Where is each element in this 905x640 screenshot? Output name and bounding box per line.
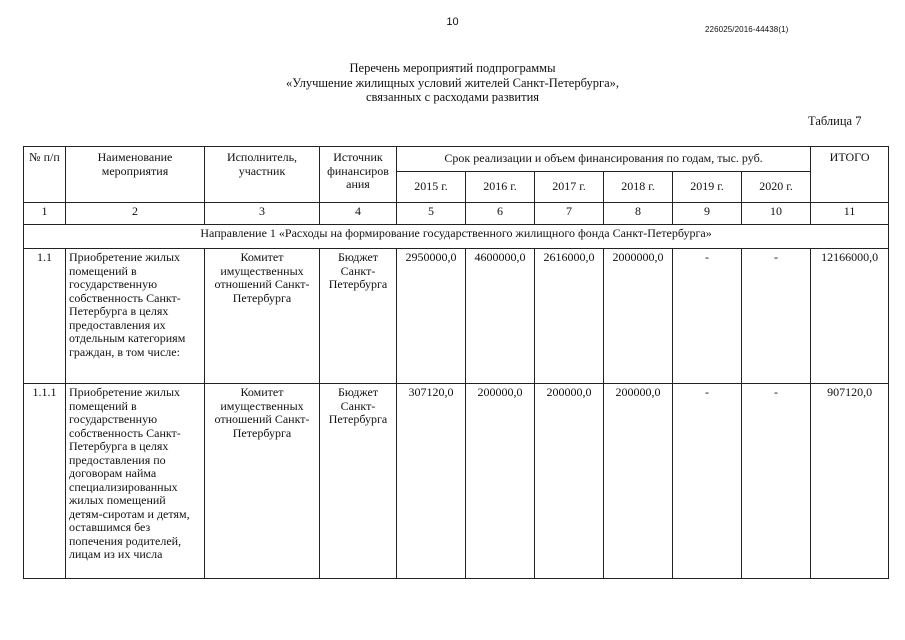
title-line-1: Перечень мероприятий подпрограммы — [349, 61, 556, 75]
row-total: 907120,0 — [811, 384, 889, 579]
row-num: 1.1.1 — [24, 384, 66, 579]
table-row — [24, 249, 889, 384]
table-row — [24, 384, 889, 579]
direction-row — [24, 225, 889, 249]
row-num: 1.1 — [24, 249, 66, 384]
row-executor: Комитет имущественных отношений Санкт-Петербурга — [205, 384, 320, 579]
header-year: 2017 г. — [535, 172, 604, 203]
row-name: Приобретение жилых помещений в государственную собственность Санкт-Петербурга в целях предоставления их отдельным категориям граждан, в том числе: — [66, 249, 205, 384]
document-title — [0, 61, 905, 105]
row-value: 200000,0 — [535, 384, 604, 579]
page-number: 10 — [446, 16, 459, 28]
header-row — [24, 147, 889, 172]
column-number: 4 — [320, 203, 397, 225]
header-year: 2015 г. — [397, 172, 466, 203]
column-number: 8 — [604, 203, 673, 225]
row-value: 2950000,0 — [397, 249, 466, 384]
header-year: 2016 г. — [466, 172, 535, 203]
column-number: 6 — [466, 203, 535, 225]
row-value: - — [673, 249, 742, 384]
measures-table — [23, 146, 889, 579]
table-label: Таблица 7 — [808, 114, 862, 128]
row-value: - — [742, 384, 811, 579]
row-executor: Комитет имущественных отношений Санкт-Петербурга — [205, 249, 320, 384]
row-value: 2616000,0 — [535, 249, 604, 384]
column-number: 3 — [205, 203, 320, 225]
column-numbers-row — [24, 203, 889, 225]
column-number: 10 — [742, 203, 811, 225]
row-source: Бюджет Санкт-Петербурга — [320, 384, 397, 579]
row-total: 12166000,0 — [811, 249, 889, 384]
row-value: - — [742, 249, 811, 384]
header-total: ИТОГО — [811, 147, 889, 203]
header-num: № п/п — [24, 147, 66, 203]
title-line-2: «Улучшение жилищных условий жителей Санкт-Петербурга», — [285, 75, 620, 90]
column-number: 7 — [535, 203, 604, 225]
header-year: 2019 г. — [673, 172, 742, 203]
row-value: 200000,0 — [604, 384, 673, 579]
column-number: 11 — [811, 203, 889, 225]
header-period: Срок реализации и объем финансирования по годам, тыс. руб. — [397, 147, 811, 172]
column-number: 1 — [24, 203, 66, 225]
row-source: Бюджет Санкт-Петербурга — [320, 249, 397, 384]
row-value: 2000000,0 — [604, 249, 673, 384]
row-value: - — [673, 384, 742, 579]
header-executor: Исполнитель, участник — [205, 147, 320, 203]
header-source: Источник финансиров ания — [320, 147, 397, 203]
direction-title: Направление 1 «Расходы на формирование государственного жилищного фонда Санкт-Петербурга» — [24, 225, 889, 249]
row-value: 200000,0 — [466, 384, 535, 579]
row-value: 307120,0 — [397, 384, 466, 579]
row-name: Приобретение жилых помещений в государственную собственность Санкт-Петербурга в целях предоставления по договорам найма специализированных жилых помещений детям-сиротам и детям, оставшимся без попечения родителей, лицам из их числа — [66, 384, 205, 579]
title-line-3: связанных с расходами развития — [365, 90, 540, 104]
column-number: 2 — [66, 203, 205, 225]
document-id: 226025/2016-44438(1) — [705, 25, 789, 34]
row-value: 4600000,0 — [466, 249, 535, 384]
column-number: 9 — [673, 203, 742, 225]
column-number: 5 — [397, 203, 466, 225]
header-year: 2018 г. — [604, 172, 673, 203]
header-year: 2020 г. — [742, 172, 811, 203]
header-name: Наименование мероприятия — [66, 147, 205, 203]
